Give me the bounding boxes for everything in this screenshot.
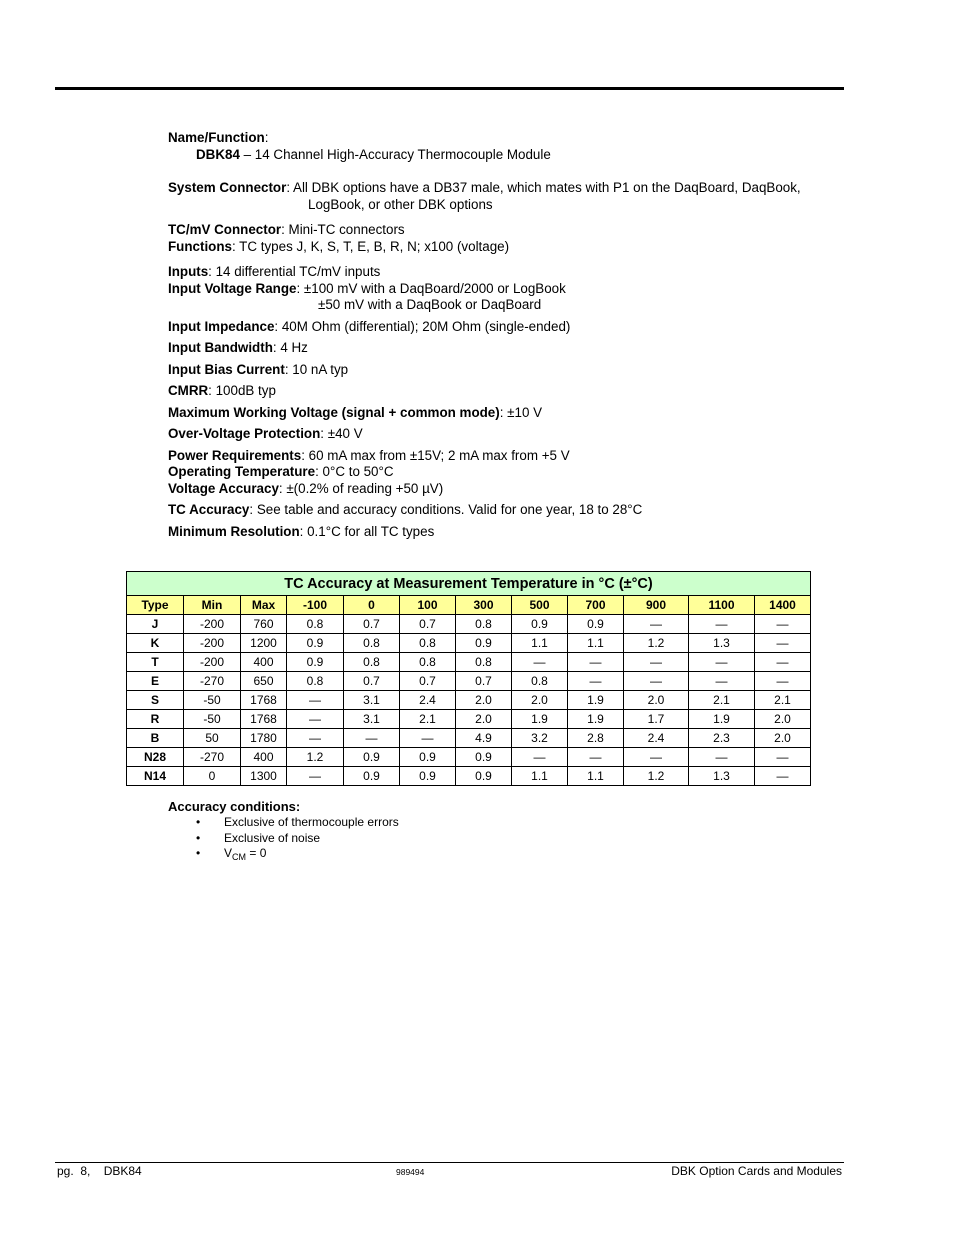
tc-type-cell: N14 [127, 767, 184, 786]
table-cell: 2.1 [689, 691, 755, 710]
table-cell: — [755, 634, 811, 653]
spec-value: ±50 mV with a DaqBook or DaqBoard [318, 297, 542, 312]
table-cell: 0.7 [400, 672, 456, 691]
spec-cmrr [168, 383, 858, 400]
column-header: Max [241, 596, 287, 615]
table-cell: 0.8 [512, 672, 568, 691]
table-cell: 0.9 [344, 748, 400, 767]
table-cell: 0.8 [287, 672, 344, 691]
table-cell: — [755, 748, 811, 767]
table-cell: — [568, 748, 624, 767]
spec-system-connector [168, 180, 858, 197]
tc-type-cell: E [127, 672, 184, 691]
spec-tc-connector [168, 222, 858, 239]
footer-title: DBK Option Cards and Modules [671, 1164, 842, 1178]
table-cell: 1.1 [568, 767, 624, 786]
table-cell: 0 [184, 767, 241, 786]
spec-value: : ±10 V [499, 404, 543, 420]
tc-type-cell: S [127, 691, 184, 710]
condition-text: = 0 [246, 846, 267, 860]
table-cell: — [689, 672, 755, 691]
spec-label: Inputs [168, 264, 209, 279]
table-cell: 1300 [241, 767, 287, 786]
table-cell: 1780 [241, 729, 287, 748]
table-cell: 3.1 [344, 691, 400, 710]
table-row [127, 672, 811, 691]
footer-page-number: pg. 8, DBK84 [57, 1164, 142, 1178]
footer-rule [55, 1162, 844, 1163]
spec-operating-temperature [168, 464, 858, 481]
table-cell: — [512, 653, 568, 672]
table-row [127, 748, 811, 767]
table-cell: 2.1 [755, 691, 811, 710]
table-cell: — [624, 653, 689, 672]
spec-inputs [168, 264, 858, 281]
condition-text: Exclusive of noise [224, 830, 321, 845]
bullet-icon: • [196, 830, 201, 845]
model-desc: – 14 Channel High-Accuracy Thermocouple Module [239, 146, 551, 162]
table-cell: 760 [241, 615, 287, 634]
list-item [168, 846, 399, 866]
table-cell: 3.2 [512, 729, 568, 748]
table-cell: 2.0 [755, 729, 811, 748]
table-cell: 650 [241, 672, 287, 691]
conditions-title: Accuracy conditions: [168, 799, 301, 814]
table-cell: -200 [184, 634, 241, 653]
spec-input-voltage-range [168, 281, 858, 298]
table-cell: -200 [184, 615, 241, 634]
spec-label: Input Bias Current [168, 361, 285, 377]
tc-type-cell: J [127, 615, 184, 634]
table-cell: 0.9 [512, 615, 568, 634]
table-cell: 4.9 [456, 729, 512, 748]
table-cell: 1.1 [512, 634, 568, 653]
table-cell: — [568, 653, 624, 672]
spec-input-impedance [168, 319, 858, 336]
spec-value: : 10 nA typ [284, 361, 349, 377]
condition-text: Exclusive of thermocouple errors [224, 815, 399, 829]
list-item [168, 815, 399, 831]
table-cell: 50 [184, 729, 241, 748]
spec-name [168, 130, 858, 147]
table-cell: — [755, 615, 811, 634]
table-cell: 1200 [241, 634, 287, 653]
table-cell: 400 [241, 748, 287, 767]
table-cell: — [624, 615, 689, 634]
spec-input-voltage-range-cont [168, 297, 858, 314]
tc-type-cell: N28 [127, 748, 184, 767]
table-cell: 0.9 [456, 748, 512, 767]
table-cell: — [689, 653, 755, 672]
table-cell: 0.9 [400, 748, 456, 767]
table-cell: 1.7 [624, 710, 689, 729]
table-row [127, 634, 811, 653]
column-header: 1100 [689, 596, 755, 615]
spec-value: : TC types J, K, S, T, E, B, R, N; x100 (voltage) [231, 238, 510, 254]
tc-accuracy-table [126, 571, 811, 786]
list-item [168, 831, 399, 847]
column-header: Type [127, 596, 184, 615]
spec-model [168, 147, 858, 164]
table-cell: — [287, 767, 344, 786]
table-row [127, 767, 811, 786]
table-cell: 2.3 [689, 729, 755, 748]
table-cell: 0.8 [344, 653, 400, 672]
table-row [127, 615, 811, 634]
spec-input-bandwidth [168, 340, 858, 357]
table-cell: — [287, 691, 344, 710]
spec-power-requirements [168, 448, 858, 465]
bullet-icon: • [196, 815, 201, 829]
spec-label: Name/Function [168, 130, 265, 145]
spec-minimum-resolution [168, 524, 858, 541]
table-cell: 0.9 [287, 653, 344, 672]
spec-value: : Mini-TC connectors [281, 222, 405, 237]
table-cell: 1.2 [624, 634, 689, 653]
table-cell: 0.8 [344, 634, 400, 653]
table-cell: 0.7 [400, 615, 456, 634]
spec-value: : 4 Hz [272, 340, 308, 355]
table-cell: 0.9 [568, 615, 624, 634]
accuracy-conditions [168, 799, 399, 866]
table-body [127, 615, 811, 786]
spec-value: LogBook, or other DBK options [308, 196, 493, 212]
tc-type-cell: R [127, 710, 184, 729]
table-cell: 400 [241, 653, 287, 672]
spec-value: : All DBK options have a DB37 male, which mates with P1 on the DaqBoard, DaqBook, [286, 180, 801, 195]
table-cell: 1.1 [512, 767, 568, 786]
table-cell: 2.0 [755, 710, 811, 729]
column-header: 0 [344, 596, 400, 615]
column-header: 900 [624, 596, 689, 615]
column-header: 1400 [755, 596, 811, 615]
tc-type-cell: B [127, 729, 184, 748]
table-cell: 0.9 [287, 634, 344, 653]
bullet-icon: • [196, 846, 201, 860]
table-cell: — [624, 748, 689, 767]
table-cell: 2.4 [400, 691, 456, 710]
spec-value: : 100dB typ [208, 383, 276, 398]
spec-label: Operating Temperature [168, 464, 316, 479]
table-title: TC Accuracy at Measurement Temperature in °C (±°C) [127, 572, 811, 596]
table-cell: 0.8 [400, 653, 456, 672]
table-cell: 1768 [241, 710, 287, 729]
model-name: DBK84 [196, 146, 240, 162]
spec-label: Maximum Working Voltage (signal + common mode) [168, 404, 500, 420]
column-header: -100 [287, 596, 344, 615]
table-cell: — [287, 710, 344, 729]
column-header: 500 [512, 596, 568, 615]
table-cell: — [755, 672, 811, 691]
table-cell: -50 [184, 710, 241, 729]
table-cell: 2.8 [568, 729, 624, 748]
table-cell: 0.8 [456, 653, 512, 672]
table-cell: -270 [184, 672, 241, 691]
spec-label: TC Accuracy [168, 502, 250, 517]
table-cell: — [287, 729, 344, 748]
table-cell: — [512, 748, 568, 767]
spec-label: Functions [168, 238, 232, 254]
spec-label: TC/mV Connector [168, 222, 282, 237]
column-header: 300 [456, 596, 512, 615]
table-cell: 1.9 [512, 710, 568, 729]
table-cell: 1.1 [568, 634, 624, 653]
table-row [127, 729, 811, 748]
table-cell: — [755, 767, 811, 786]
table-cell: -270 [184, 748, 241, 767]
table-cell: 0.7 [344, 672, 400, 691]
table-row [127, 653, 811, 672]
column-header: 700 [568, 596, 624, 615]
table-cell: 0.9 [344, 767, 400, 786]
tc-type-cell: K [127, 634, 184, 653]
spec-label: Input Impedance [168, 318, 275, 334]
tc-type-cell: T [127, 653, 184, 672]
spec-value: : ±(0.2% of reading +50 µV) [278, 480, 444, 496]
footer-doc-number: 989494 [396, 1167, 425, 1177]
spec-value: : 40M Ohm (differential); 20M Ohm (single-ended) [274, 318, 571, 334]
table-cell: 0.9 [456, 767, 512, 786]
spec-label: System Connector [168, 180, 287, 195]
spec-label: CMRR [168, 383, 209, 398]
spec-value: : 0.1°C for all TC types [299, 523, 435, 539]
table-cell: 1.9 [568, 691, 624, 710]
table-cell: 2.0 [456, 691, 512, 710]
spec-max-working-voltage [168, 405, 858, 422]
spec-label: Over-Voltage Protection [168, 426, 321, 441]
table-cell: — [344, 729, 400, 748]
table-cell: 1.2 [624, 767, 689, 786]
spec-sep: : [264, 130, 269, 145]
spec-label: Input Bandwidth [168, 340, 273, 355]
table-cell: 0.8 [400, 634, 456, 653]
table-title-row [127, 572, 811, 596]
table-cell: 1.9 [568, 710, 624, 729]
table-cell: 2.0 [512, 691, 568, 710]
header-rule [55, 87, 844, 90]
column-header: 100 [400, 596, 456, 615]
table-cell: 0.9 [400, 767, 456, 786]
spec-value: : 14 differential TC/mV inputs [208, 264, 381, 279]
table-cell: — [400, 729, 456, 748]
spec-value: : ±40 V [320, 426, 363, 441]
condition-subscript: CM [232, 852, 247, 862]
table-cell: 1.3 [689, 767, 755, 786]
table-cell: 0.8 [287, 615, 344, 634]
table-cell: — [689, 748, 755, 767]
table-cell: — [624, 672, 689, 691]
table-row [127, 691, 811, 710]
table-cell: — [689, 615, 755, 634]
table-row [127, 710, 811, 729]
spec-value: : 0°C to 50°C [315, 464, 394, 479]
spec-tc-accuracy [168, 502, 858, 519]
spec-functions [168, 239, 858, 256]
spec-label: Power Requirements [168, 447, 302, 463]
table-cell: 0.8 [456, 615, 512, 634]
spec-value: : ±100 mV with a DaqBoard/2000 or LogBook [296, 280, 566, 296]
spec-input-bias-current [168, 362, 858, 379]
spec-voltage-accuracy [168, 481, 858, 498]
table-cell: 2.4 [624, 729, 689, 748]
spec-value: : 60 mA max from ±15V; 2 mA max from +5 V [301, 447, 570, 463]
table-cell: 3.1 [344, 710, 400, 729]
spec-label: Voltage Accuracy [168, 480, 279, 496]
spec-list [168, 130, 858, 540]
spec-value: : See table and accuracy conditions. Valid for one year, 18 to 28°C [249, 502, 643, 517]
table-cell: 1.2 [287, 748, 344, 767]
table-cell: 2.0 [456, 710, 512, 729]
table-cell: 2.0 [624, 691, 689, 710]
table-cell: 0.7 [344, 615, 400, 634]
table-header-row [127, 596, 811, 615]
table-cell: — [568, 672, 624, 691]
conditions-list [168, 815, 399, 866]
spec-label: Minimum Resolution [168, 523, 300, 539]
table-cell: 1.3 [689, 634, 755, 653]
table-cell: 0.9 [456, 634, 512, 653]
spec-label: Input Voltage Range [168, 280, 297, 296]
table-cell: 0.7 [456, 672, 512, 691]
spec-over-voltage-protection [168, 426, 858, 443]
table-cell: 2.1 [400, 710, 456, 729]
column-header: Min [184, 596, 241, 615]
spec-system-connector-cont [168, 197, 858, 214]
table-cell: -50 [184, 691, 241, 710]
condition-text: V [224, 846, 233, 860]
table-cell: — [755, 653, 811, 672]
table-cell: 1.9 [689, 710, 755, 729]
table-cell: -200 [184, 653, 241, 672]
table-cell: 1768 [241, 691, 287, 710]
